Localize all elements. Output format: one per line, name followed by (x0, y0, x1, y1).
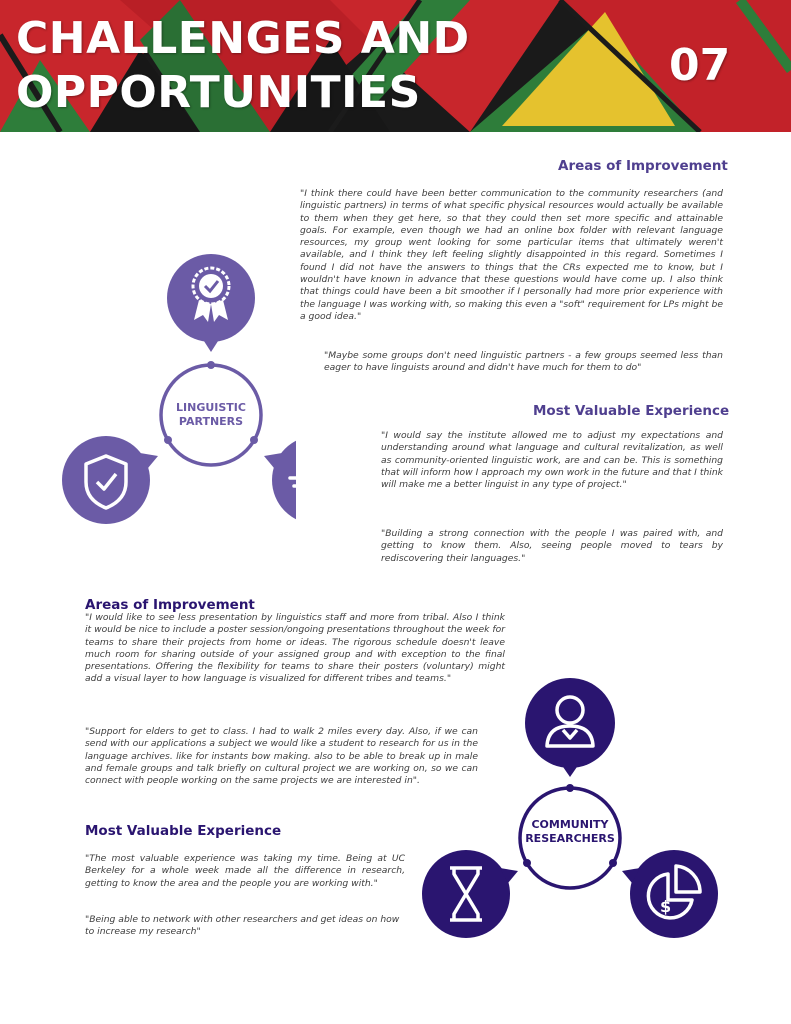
stopwatch-icon (266, 432, 366, 532)
cr-areas-quote-1: "I would like to see less presentation by linguistics staff and more from tribal. Also I think it would be nice to include a poster session/ongoing presentations throughout the week for teams to share their projects from home or ideas. The rigorous schedule doesn't leave much room for sharing outside of your assigned group and with exception to the final presentations. Offering the flexibility for teams to share their posters (voluntary) might add a visual layer to how language is visualized for different tribes and teams." (85, 612, 505, 685)
lp-areas-quote-2: "Maybe some groups don't need linguistic partners - a few groups seemed less than eager to have linguists around and didn't have much for them to do" (324, 350, 723, 374)
community-researchers-label: COMMUNITY RESEARCHERS (525, 818, 615, 845)
svg-text:$: $ (660, 897, 672, 916)
linguistic-partners-label: LINGUISTIC PARTNERS (176, 401, 246, 428)
lp-areas-quote-1: "I think there could have been better communication to the community researchers (and linguistic partners) in terms of what specific physical resources would actually be available to them when they get here, so that they could then set more specific and attainable goals. For example, even though we had an online box folder with relevant language resources, my group went looking for some particular items that ultimately weren't available, and I think they left feeling slightly disappointed in this regard. Sometimes I found I did not have the answers to things that the CRs expected me to know, but I wouldn't have known in advance that these questions would have come up. I also think that things could have been a bit smoother if I personally had more prior experience with the language I was working with, so making this even a "soft" requirement for LPs might be a good idea." (300, 188, 723, 322)
cr-valuable-quote-1: "The most valuable experience was taking my time. Being at UC Berkeley for a whole week made all the difference in research, getting to know the area and the people you are working with." (85, 853, 405, 889)
cr-valuable-quote-2: "Being able to network with other researchers and get ideas on how to increase my research" (85, 914, 400, 938)
lp-valuable-quote-1: "I would say the institute allowed me to adjust my expectations and understanding around what language and cultural revitalization, as well as community-oriented linguistic work, are and can be. This is something that will inform how I approach my own work in the future and that I think will make me a better linguist in any type of project." (381, 430, 723, 491)
page-number: 07 (669, 40, 731, 91)
cr-areas-quote-2: "Support for elders to get to class. I had to walk 2 miles every day. Also, if we can send with our applications a subject we would like a student to research for us in the language archives. like for instants bow making. also to be able to break up in male and female groups and talk briefly on cultural project we are working on, so we can connect with people working on the same projects we are interested in". (85, 726, 478, 787)
linguistic-partners-diagram (56, 250, 296, 540)
cr-areas-heading: Areas of Improvement (85, 597, 255, 613)
community-researchers-diagram (420, 660, 720, 950)
lp-valuable-quote-2: "Building a strong connection with the people I was paired with, and getting to know them. Also, seeing people moved to tears by rediscovering their languages." (381, 528, 723, 564)
title-line-2: OPPORTUNITIES (16, 67, 421, 118)
lp-areas-heading: Areas of Improvement (558, 158, 728, 174)
page-title (16, 12, 470, 120)
cr-node-right (630, 850, 718, 938)
title-line-1: CHALLENGES AND (16, 13, 470, 64)
lp-node-left (62, 436, 150, 524)
cr-valuable-heading: Most Valuable Experience (85, 823, 282, 839)
header-banner (0, 0, 791, 132)
lp-valuable-heading: Most Valuable Experience (533, 403, 730, 419)
